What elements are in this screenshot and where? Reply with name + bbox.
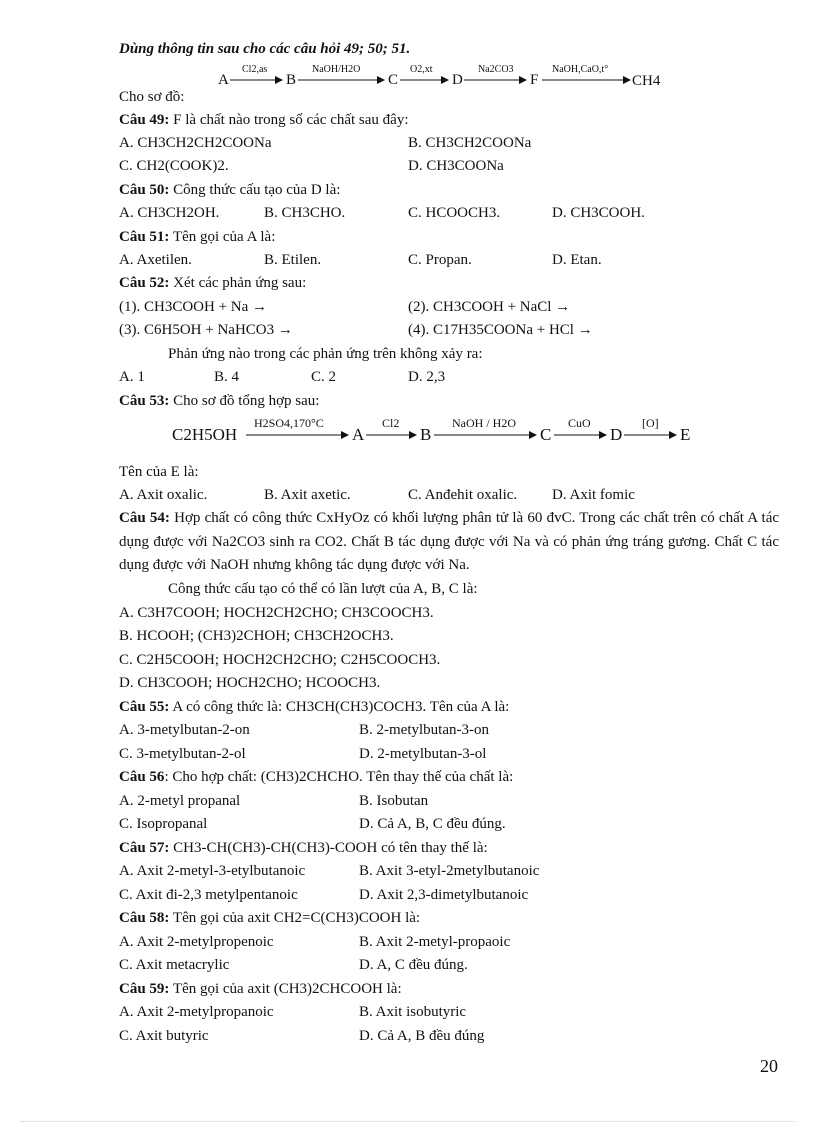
scheme2-node-c: C — [540, 425, 552, 444]
scheme1-arrow-2-label: NaOH/H2O — [312, 64, 361, 75]
q53-option-b[interactable]: B. Axit axetic. — [264, 487, 351, 503]
q57-stem: Câu 57: CH3-CH(CH3)-CH(CH3)-COOH có tên thay thế là: — [119, 840, 488, 856]
page-number: 20 — [760, 1056, 778, 1076]
q57-option-d[interactable]: D. Axit 2,3-dimetylbutanoic — [359, 887, 529, 903]
q59-option-b[interactable]: B. Axit isobutyric — [359, 1004, 467, 1020]
q54-stem: Câu 54: Hợp chất có công thức CxHyOz có khối lượng phân tử là 60 đvC. Trong các chất trên có chất A tác dụng được với Na2CO3 sinh ra CO2. Chất B tác dụng được với Na và có phản ứng tráng gương. Chất C tác dụng được với NaOH nhưng không tác dụng được với Na. — [119, 510, 780, 573]
scheme1-prefix: Cho sơ đồ: — [119, 89, 185, 105]
footer-divider — [20, 1121, 796, 1122]
q50-option-d[interactable]: D. CH3COOH. — [552, 205, 645, 221]
q58-option-a[interactable]: A. Axit 2-metylpropenoic — [119, 934, 274, 950]
q59-option-d[interactable]: D. Cả A, B đều đúng — [359, 1028, 485, 1044]
q58-stem: Câu 58: Tên gọi của axit CH2=C(CH3)COOH là: — [119, 910, 421, 926]
scheme1-node-d: D — [452, 72, 463, 88]
reaction-scheme-1 — [212, 58, 672, 107]
scheme2-node-e: E — [680, 425, 691, 444]
q51-stem: Câu 51: Tên gọi của A là: — [119, 229, 276, 245]
scheme1-arrow-4-label: Na2CO3 — [478, 64, 514, 75]
scheme2-node-c2h5oh: C2H5OH — [172, 425, 238, 444]
q59-option-c[interactable]: C. Axit butyric — [119, 1028, 209, 1044]
q54-prompt: Công thức cấu tạo có thể có lần lượt của A, B, C là: — [168, 581, 478, 597]
scheme2-arrow-1-label: H2SO4,170°C — [254, 416, 324, 430]
q55-stem: Câu 55: A có công thức là: CH3CH(CH3)COCH3. Tên của A là: — [119, 699, 510, 715]
q56-option-a[interactable]: A. 2-metyl propanal — [119, 793, 241, 809]
q51-option-a[interactable]: A. Axetilen. — [119, 252, 192, 268]
q58-option-d[interactable]: D. A, C đều đúng. — [359, 957, 468, 973]
scheme1-node-a: A — [218, 72, 229, 88]
q51-option-c[interactable]: C. Propan. — [408, 252, 472, 268]
q49-stem: Câu 49: F là chất nào trong số các chất sau đây: — [119, 112, 409, 128]
q52-option-c[interactable]: C. 2 — [311, 369, 337, 385]
q59-stem: Câu 59: Tên gọi của axit (CH3)2CHCOOH là: — [119, 981, 402, 997]
q54-option-b[interactable]: B. HCOOH; (CH3)2CHOH; CH3CH2OCH3. — [119, 628, 394, 644]
q50-stem: Câu 50: Công thức cấu tạo của D là: — [119, 182, 341, 198]
q52-reaction-2: (2). CH3COOH + NaCl → — [408, 299, 571, 315]
q51-option-d[interactable]: D. Etan. — [552, 252, 602, 268]
q54-option-d[interactable]: D. CH3COOH; HOCH2CHO; HCOOCH3. — [119, 675, 381, 691]
q52-option-a[interactable]: A. 1 — [119, 369, 145, 385]
q58-option-c[interactable]: C. Axit metacrylic — [119, 957, 230, 973]
scheme2-node-a: A — [352, 425, 365, 444]
q52-reaction-4: (4). C17H35COONa + HCl → — [408, 322, 593, 338]
q59-option-a[interactable]: A. Axit 2-metylpropanoic — [119, 1004, 274, 1020]
scheme2-node-d: D — [610, 425, 623, 444]
q50-option-c[interactable]: C. HCOOCH3. — [408, 205, 501, 221]
q52-option-b[interactable]: B. 4 — [214, 369, 240, 385]
q58-option-b[interactable]: B. Axit 2-metyl-propaoic — [359, 934, 511, 950]
q56-stem: Câu 56: Cho hợp chất: (CH3)2CHCHO. Tên thay thế của chất là: — [119, 769, 514, 785]
q55-option-a[interactable]: A. 3-metylbutan-2-on — [119, 722, 250, 738]
scheme2-node-b: B — [420, 425, 432, 444]
q54-option-c[interactable]: C. C2H5COOH; HOCH2CH2CHO; C2H5COOCH3. — [119, 652, 441, 668]
q49-option-c[interactable]: C. CH2(COOK)2. — [119, 158, 229, 174]
q56-option-c[interactable]: C. Isopropanal — [119, 816, 208, 832]
scheme1-arrow-5-label: NaOH,CaO,t° — [552, 64, 609, 75]
q53-option-a[interactable]: A. Axit oxalic. — [119, 487, 208, 503]
q50-option-a[interactable]: A. CH3CH2OH. — [119, 205, 220, 221]
q55-option-d[interactable]: D. 2-metylbutan-3-ol — [359, 746, 487, 762]
q55-option-b[interactable]: B. 2-metylbutan-3-on — [359, 722, 489, 738]
scheme1-arrow-1-label: Cl2,as — [242, 64, 268, 75]
scheme1-node-ch4: CH4 — [632, 73, 661, 89]
q54-option-a[interactable]: A. C3H7COOH; HOCH2CH2CHO; CH3COOCH3. — [119, 605, 434, 621]
q49-option-d[interactable]: D. CH3COONa — [408, 158, 504, 174]
q57-option-a[interactable]: A. Axit 2-metyl-3-etylbutanoic — [119, 863, 306, 879]
q52-option-d[interactable]: D. 2,3 — [408, 369, 446, 385]
section-header: Dùng thông tin sau cho các câu hỏi 49; 50; 51. — [119, 41, 411, 57]
q56-option-d[interactable]: D. Cả A, B, C đều đúng. — [359, 816, 506, 832]
q57-option-c[interactable]: C. Axit đi-2,3 metylpentanoic — [119, 887, 298, 903]
q53-stem: Câu 53: Cho sơ đồ tổng hợp sau: — [119, 393, 320, 409]
scheme1-node-f: F — [530, 72, 539, 88]
reaction-scheme-2 — [170, 412, 710, 457]
q53-option-d[interactable]: D. Axit fomic — [552, 487, 635, 503]
q53-prompt: Tên của E là: — [119, 464, 199, 480]
q52-reaction-1: (1). CH3COOH + Na → — [119, 299, 268, 315]
q49-option-a[interactable]: A. CH3CH2CH2COONa — [119, 135, 272, 151]
scheme2-arrow-3-label: NaOH / H2O — [452, 416, 516, 430]
q52-prompt: Phản ứng nào trong các phản ứng trên không xảy ra: — [168, 346, 483, 362]
scheme2-arrow-4-label: CuO — [568, 416, 591, 430]
q55-option-c[interactable]: C. 3-metylbutan-2-ol — [119, 746, 246, 762]
q49-option-b[interactable]: B. CH3CH2COONa — [408, 135, 532, 151]
scheme1-arrow-3-label: O2,xt — [410, 64, 433, 75]
q56-option-b[interactable]: B. Isobutan — [359, 793, 429, 809]
scheme1-node-c: C — [388, 72, 399, 88]
q53-option-c[interactable]: C. Anđehit oxalic. — [408, 487, 518, 503]
scheme2-arrow-2-label: Cl2 — [382, 416, 400, 430]
scheme1-node-b: B — [286, 72, 297, 88]
q51-option-b[interactable]: B. Etilen. — [264, 252, 322, 268]
q52-stem: Câu 52: Xét các phản ứng sau: — [119, 275, 307, 291]
scheme2-arrow-5-label: [O] — [642, 416, 659, 430]
q57-option-b[interactable]: B. Axit 3-etyl-2metylbutanoic — [359, 863, 540, 879]
q52-reaction-3: (3). C6H5OH + NaHCO3 → — [119, 322, 293, 338]
q50-option-b[interactable]: B. CH3CHO. — [264, 205, 346, 221]
